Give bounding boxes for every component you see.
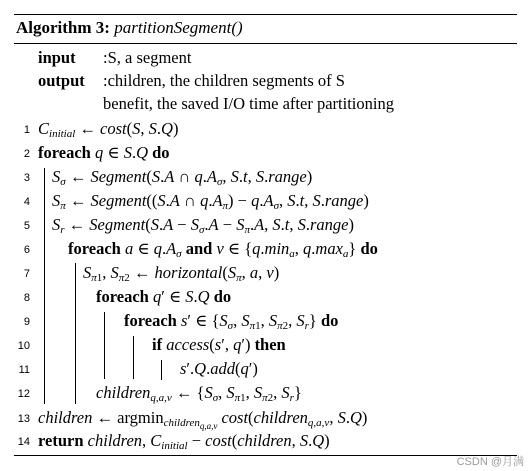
top-rule xyxy=(14,14,517,15)
code-line-2: 2 foreach q ∈ S.Q do xyxy=(23,143,170,162)
input-keyword: input xyxy=(38,48,76,67)
bottom-rule xyxy=(14,455,517,456)
output-description-1: :children, the children segments of S xyxy=(103,71,345,90)
output-description-2: benefit, the saved I/O time after partitioning xyxy=(103,94,394,113)
input-description: :S, a segment xyxy=(103,48,192,67)
code-line-11: 11 s′.Q.add(q′) xyxy=(18,359,258,378)
algorithm-box xyxy=(14,14,517,456)
algorithm-label: Algorithm 3: xyxy=(16,18,110,37)
code-line-14: 14 return children, $C_{initial}$ − cost(children, S.Q) xyxy=(17,431,330,452)
algorithm-header xyxy=(16,18,243,38)
code-line-5: 5 $S_r$ ← Segment(S.A − $S_\sigma.A - S_\pi.A$, S.t, S.range) xyxy=(23,215,355,236)
code-line-3: 3 $S_\sigma$ ← Segment(S.A ∩ $q.A_\sigma$, S.t, S.range) xyxy=(23,167,313,188)
code-line-9: 9 foreach s′ ∈ {$S_\sigma$, $S_{\pi 1}$, $S_{\pi 2}$, $S_r$} do xyxy=(23,311,339,332)
output-keyword: output xyxy=(38,71,85,90)
code-line-10: 10 if access(s′, q′) then xyxy=(17,335,286,354)
code-line-4: 4 $S_\pi$ ← Segment((S.A ∩ $q.A_\pi) - q.A_\sigma$, S.t, S.range) xyxy=(23,191,369,212)
watermark: CSDN @月满 xyxy=(456,456,524,468)
code-line-12: 12 children$_{q,a,v}$ ← {$S_\sigma$, $S_{\pi 1}$, $S_{\pi 2}$, $S_r$} xyxy=(17,383,302,404)
header-rule xyxy=(14,43,517,44)
code-line-8: 8 foreach q′ ∈ S.Q do xyxy=(23,287,232,306)
code-line-1: 1 $C_{initial}$ ← cost(S, S.Q) xyxy=(23,119,179,140)
code-line-6: 6 foreach a ∈ $q.A_\sigma$ and v ∈ {$q.\min_a$, $q.\max_a$} do xyxy=(23,239,378,260)
algorithm-name: partitionSegment() xyxy=(114,18,243,37)
code-line-13: 13 children ← argmin$_{children_{q,a,v}}$ cost(children$_{q,a,v}$, S.Q) xyxy=(17,408,368,431)
code-line-7: 7 $S_{\pi 1}$, $S_{\pi 2}$ ← $horizontal(S_\pi$, a, v) xyxy=(23,263,280,284)
